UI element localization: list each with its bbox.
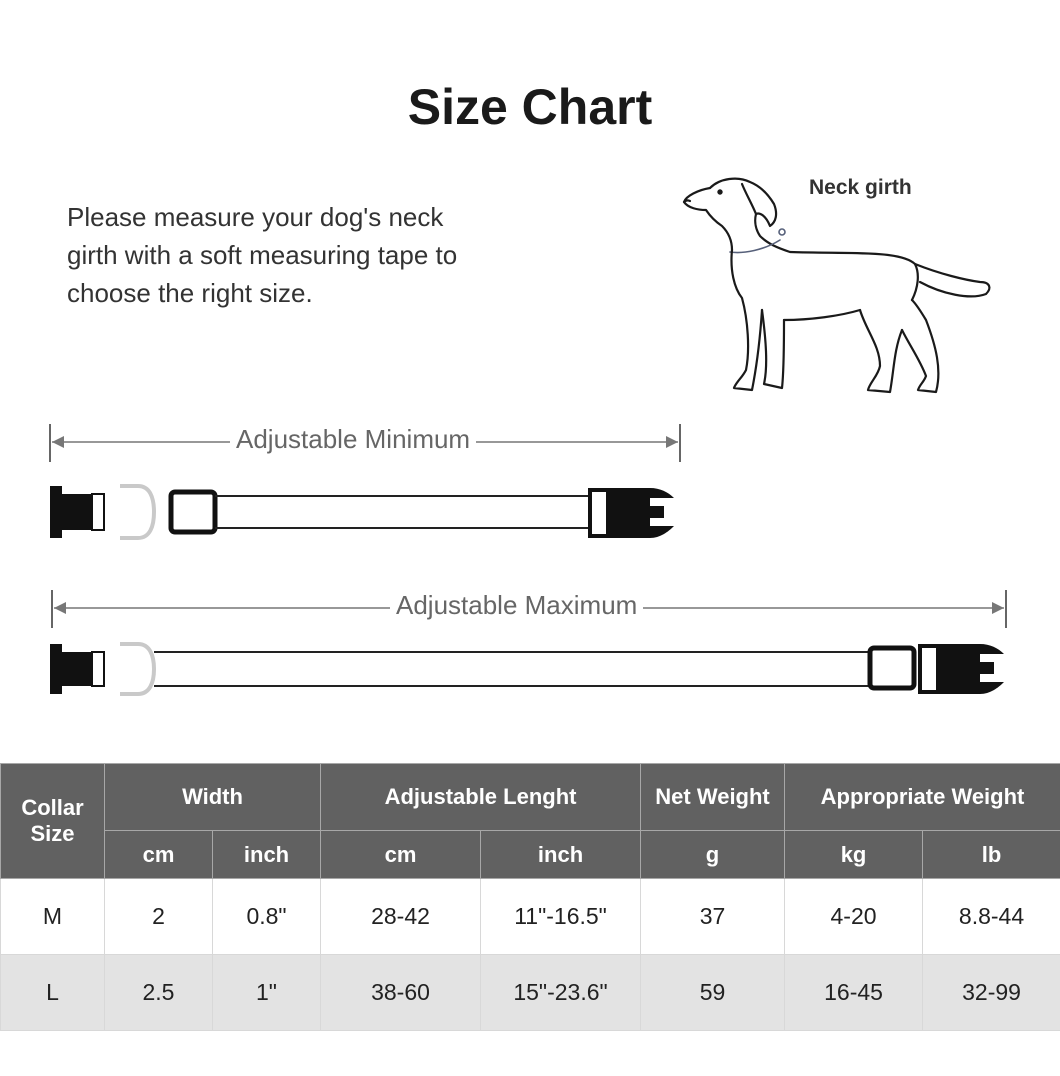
slider-loop-icon: [870, 648, 914, 688]
cell-weight-kg: 16-45: [785, 955, 923, 1031]
table-row: [1, 955, 1060, 1031]
arrow-left-icon: [52, 436, 64, 448]
table-row: [1, 879, 1060, 955]
subheader-length-cm: cm: [321, 831, 481, 879]
buckle-end-icon: [50, 486, 104, 538]
subheader-lb: lb: [923, 831, 1060, 879]
clip-buckle-icon: [590, 488, 674, 538]
subheader-net-g: g: [641, 831, 785, 879]
header-collar-size-line: Size: [30, 821, 75, 846]
d-ring-icon: [120, 644, 154, 694]
cell-weight-lb: 32-99: [923, 955, 1060, 1031]
cell-weight-lb: 8.8-44: [923, 879, 1060, 955]
dog-outline-icon: [680, 170, 1000, 405]
subheader-width-cm: cm: [105, 831, 213, 879]
header-width: Width: [105, 764, 321, 831]
cell-size: L: [1, 955, 105, 1031]
cell-length-cm: 38-60: [321, 955, 481, 1031]
arrow-left-icon: [54, 602, 66, 614]
adjustable-maximum-label: Adjustable Maximum: [390, 590, 643, 621]
cell-width-inch: 1": [213, 955, 321, 1031]
header-appropriate-weight: Appropriate Weight: [785, 764, 1060, 831]
cell-width-cm: 2.5: [105, 955, 213, 1031]
neck-girth-label: Neck girth: [809, 176, 912, 199]
buckle-end-icon: [50, 644, 104, 694]
size-table: [0, 763, 1060, 1031]
slider-loop-icon: [171, 492, 215, 532]
cell-width-cm: 2: [105, 879, 213, 955]
subheader-kg: kg: [785, 831, 923, 879]
arrow-right-icon: [992, 602, 1004, 614]
cell-length-inch: 15"-23.6": [481, 955, 641, 1031]
cell-weight-kg: 4-20: [785, 879, 923, 955]
instruction-line: Please measure your dog's neck: [67, 202, 444, 232]
arrow-right-icon: [666, 436, 678, 448]
adjustable-minimum-label: Adjustable Minimum: [230, 424, 476, 455]
header-collar-size: [1, 764, 105, 879]
measure-instructions: [67, 198, 547, 312]
cell-net-weight: 59: [641, 955, 785, 1031]
cell-net-weight: 37: [641, 879, 785, 955]
header-adjustable-length: Adjustable Lenght: [321, 764, 641, 831]
cell-length-cm: 28-42: [321, 879, 481, 955]
cell-width-inch: 0.8": [213, 879, 321, 955]
subheader-length-inch: inch: [481, 831, 641, 879]
page-title: Size Chart: [407, 79, 653, 135]
subheader-width-inch: inch: [213, 831, 321, 879]
cell-size: M: [1, 879, 105, 955]
clip-buckle-icon: [920, 644, 1004, 694]
cell-length-inch: 11"-16.5": [481, 879, 641, 955]
header-collar-size-line: Collar: [21, 795, 84, 820]
instruction-line: girth with a soft measuring tape to: [67, 240, 458, 270]
instruction-line: choose the right size.: [67, 278, 313, 308]
header-net-weight: Net Weight: [641, 764, 785, 831]
d-ring-icon: [120, 486, 154, 538]
